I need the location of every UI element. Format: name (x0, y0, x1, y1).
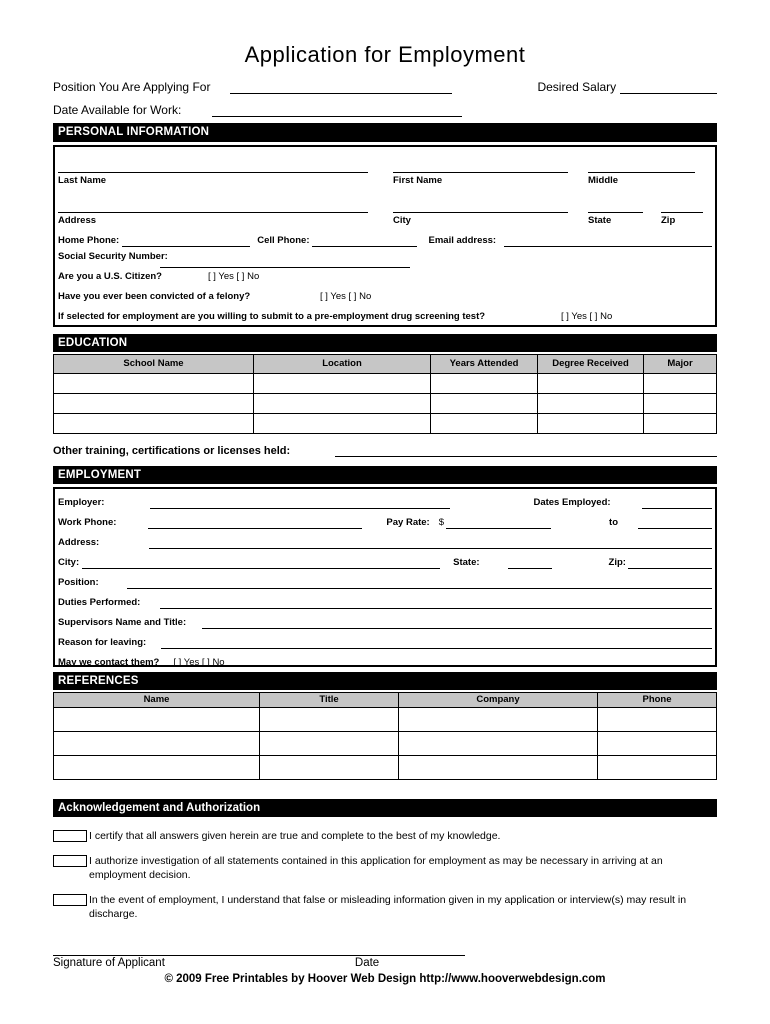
reason-for-leaving-label: Reason for leaving: (58, 637, 147, 648)
address-label: Address (58, 215, 97, 226)
references-table-row (54, 756, 716, 780)
cell-phone-label: Cell Phone: (257, 235, 310, 246)
employer-state-field[interactable] (508, 557, 552, 569)
signature-date-label: Date (354, 957, 380, 969)
reference-cell[interactable] (598, 756, 716, 779)
education-cell[interactable] (644, 414, 716, 433)
employer-address-label: Address: (58, 537, 100, 548)
employer-state-label: State: (453, 557, 480, 568)
date-available-field[interactable] (212, 104, 462, 117)
employment-header: EMPLOYMENT (53, 466, 717, 484)
desired-salary-label: Desired Salary (537, 80, 617, 94)
discharge-statement-text: In the event of employment, I understand that false or misleading information given in my application or interview(s) may result in discharge. (89, 894, 687, 920)
first-name-label: First Name (393, 175, 443, 186)
position-salary-row (53, 78, 717, 94)
references-col-phone: Phone (598, 693, 716, 707)
references-col-name: Name (54, 693, 260, 707)
city-field[interactable] (393, 200, 568, 213)
employer-field[interactable] (150, 497, 450, 509)
desired-salary-field[interactable] (620, 81, 717, 94)
references-col-title: Title (260, 693, 399, 707)
authorize-statement-row (53, 854, 717, 882)
references-table-row (54, 732, 716, 756)
zip-label: Zip (661, 215, 676, 226)
education-cell[interactable] (254, 374, 431, 393)
date-available-row (53, 101, 717, 117)
dates-employed-label: Dates Employed: (533, 497, 611, 508)
reference-cell[interactable] (260, 732, 399, 755)
signature-labels-row (53, 956, 465, 970)
dates-employed-to-field[interactable] (638, 517, 712, 529)
pay-rate-label: Pay Rate: (386, 517, 430, 528)
last-name-label: Last Name (58, 175, 107, 186)
other-training-label: Other training, certifications or licenses held: (53, 445, 291, 457)
education-table-header-row (54, 355, 716, 374)
duties-performed-field[interactable] (160, 597, 712, 609)
education-col-school-name: School Name (54, 355, 254, 373)
supervisor-label: Supervisors Name and Title: (58, 617, 187, 628)
reference-cell[interactable] (598, 708, 716, 731)
duties-performed-label: Duties Performed: (58, 597, 141, 608)
education-cell[interactable] (431, 394, 538, 413)
reference-cell[interactable] (399, 756, 598, 779)
education-cell[interactable] (254, 394, 431, 413)
email-label: Email address: (428, 235, 497, 246)
felony-question-label: Have you ever been convicted of a felony? (58, 291, 251, 302)
state-label: State (588, 215, 612, 226)
drug-test-question-label: If selected for employment are you willing to submit to a pre-employment drug screening test? (58, 311, 486, 322)
certify-statement-row (53, 829, 717, 843)
ssn-label: Social Security Number: (58, 251, 168, 262)
email-field[interactable] (504, 236, 712, 247)
education-cell[interactable] (54, 414, 254, 433)
education-cell[interactable] (431, 414, 538, 433)
reference-cell[interactable] (399, 708, 598, 731)
dates-to-label: to (609, 517, 618, 528)
copyright-text: © 2009 Free Printables by Hoover Web Design http://www.hooverwebdesign.com (164, 973, 606, 985)
reference-cell[interactable] (399, 732, 598, 755)
authorize-statement-text: I authorize investigation of all statements contained in this application for employment as may be necessary in arriving at an employment decision. (89, 855, 663, 881)
reference-cell[interactable] (598, 732, 716, 755)
may-we-contact-label: May we contact them? (58, 657, 160, 668)
first-name-field[interactable] (393, 160, 568, 173)
other-training-field[interactable] (335, 445, 717, 457)
middle-name-field[interactable] (588, 160, 695, 173)
city-label: City (393, 215, 411, 226)
employer-zip-field[interactable] (628, 557, 712, 569)
date-available-label: Date Available for Work: (53, 103, 182, 117)
education-cell[interactable] (431, 374, 538, 393)
reference-cell[interactable] (260, 756, 399, 779)
certify-checkbox[interactable] (53, 830, 87, 842)
references-header: REFERENCES (53, 672, 717, 690)
supervisor-field[interactable] (202, 617, 712, 629)
last-name-field[interactable] (58, 160, 368, 173)
drug-test-yes-no[interactable]: [ ] Yes [ ] No (561, 311, 613, 322)
contact-yes-no[interactable]: [ ] Yes [ ] No (173, 657, 225, 668)
reference-cell[interactable] (260, 708, 399, 731)
education-cell[interactable] (538, 394, 644, 413)
reference-cell[interactable] (54, 708, 260, 731)
felony-yes-no[interactable]: [ ] Yes [ ] No (320, 291, 372, 302)
references-table (53, 692, 717, 780)
zip-field[interactable] (661, 200, 703, 213)
reason-for-leaving-field[interactable] (161, 637, 712, 649)
education-cell[interactable] (644, 394, 716, 413)
education-col-years-attended: Years Attended (431, 355, 538, 373)
work-phone-field[interactable] (148, 517, 362, 529)
cell-phone-field[interactable] (312, 236, 417, 247)
ssn-field[interactable] (160, 263, 410, 268)
dollar-sign-label: $ (438, 517, 445, 528)
education-col-degree-received: Degree Received (538, 355, 644, 373)
employer-zip-label: Zip: (608, 557, 626, 568)
education-cell[interactable] (644, 374, 716, 393)
citizen-question-label: Are you a U.S. Citizen? (58, 271, 162, 282)
home-phone-label: Home Phone: (58, 235, 120, 246)
position-label: Position: (58, 577, 99, 588)
position-applying-label: Position You Are Applying For (53, 80, 211, 94)
education-table-row (54, 394, 716, 414)
education-cell[interactable] (54, 394, 254, 413)
address-field[interactable] (58, 200, 368, 213)
discharge-checkbox[interactable] (53, 894, 87, 906)
reference-cell[interactable] (54, 732, 260, 755)
middle-name-label: Middle (588, 175, 619, 186)
personal-information-header: PERSONAL INFORMATION (53, 123, 717, 142)
position-applying-field[interactable] (230, 81, 452, 94)
education-col-location: Location (254, 355, 431, 373)
education-cell[interactable] (254, 414, 431, 433)
education-table (53, 354, 717, 434)
education-table-row (54, 414, 716, 434)
position-field[interactable] (127, 577, 712, 589)
acknowledgement-header: Acknowledgement and Authorization (53, 799, 717, 817)
education-col-major: Major (644, 355, 716, 373)
pay-rate-field[interactable] (446, 517, 551, 529)
employer-label: Employer: (58, 497, 105, 508)
education-table-row (54, 374, 716, 394)
authorize-checkbox[interactable] (53, 855, 87, 867)
state-field[interactable] (588, 200, 643, 213)
employment-section (53, 487, 717, 667)
references-table-header-row (54, 693, 716, 708)
employer-city-label: City: (58, 557, 80, 568)
references-table-row (54, 708, 716, 732)
page-title: Application for Employment (244, 42, 526, 67)
education-cell[interactable] (538, 374, 644, 393)
certify-statement-text: I certify that all answers given herein are true and complete to the best of my knowledge. (89, 830, 501, 842)
references-col-company: Company (399, 693, 598, 707)
discharge-statement-row (53, 893, 717, 921)
citizen-yes-no[interactable]: [ ] Yes [ ] No (208, 271, 260, 282)
signature-of-applicant-label: Signature of Applicant (53, 957, 165, 969)
employer-city-field[interactable] (82, 557, 440, 569)
education-header: EDUCATION (53, 334, 717, 352)
home-phone-field[interactable] (122, 236, 250, 247)
reference-cell[interactable] (54, 756, 260, 779)
employer-address-field[interactable] (149, 537, 712, 549)
dates-employed-from-field[interactable] (642, 497, 712, 509)
education-cell[interactable] (54, 374, 254, 393)
work-phone-label: Work Phone: (58, 517, 117, 528)
education-cell[interactable] (538, 414, 644, 433)
personal-information-section (53, 145, 717, 327)
